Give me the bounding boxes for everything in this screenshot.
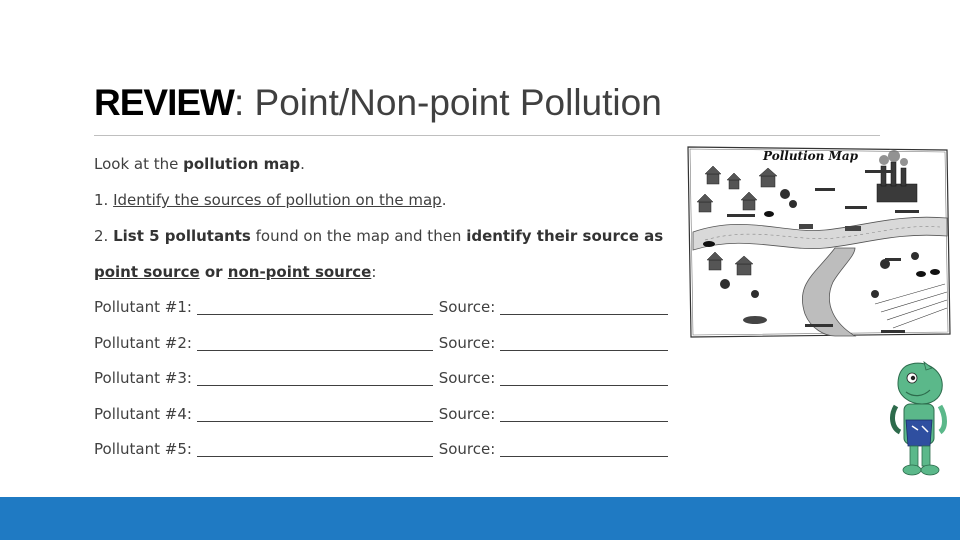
pollutant-label: Pollutant #1: <box>94 298 192 316</box>
pollutant-answer-blank[interactable] <box>197 298 433 315</box>
source-answer-blank[interactable] <box>500 298 668 315</box>
pollutant-row <box>94 397 694 433</box>
pollutant-row <box>94 290 694 326</box>
map-title: Pollution Map <box>763 149 859 163</box>
pollutant-row <box>94 326 694 362</box>
pollutant-row <box>94 432 694 468</box>
title-keyword: REVIEW <box>94 82 234 123</box>
instruction-line-3: 2. List 5 pollutants found on the map and then identify their source as <box>94 227 664 245</box>
title-rest: : Point/Non-point Pollution <box>233 82 662 123</box>
source-label: Source: <box>438 440 496 458</box>
slide-title <box>94 82 662 124</box>
pollutant-row <box>94 361 694 397</box>
pollutant-answer-blank[interactable] <box>197 334 433 351</box>
instruction-line-2: 1. Identify the sources of pollution on the map. <box>94 191 447 209</box>
source-label: Source: <box>438 298 496 316</box>
source-label: Source: <box>438 369 496 387</box>
pollution-map-term: pollution map <box>183 155 301 173</box>
answer-rows <box>94 290 694 468</box>
pollutant-label: Pollutant #3: <box>94 369 192 387</box>
pollution-map-image <box>685 144 953 340</box>
nonpoint-source-term: non-point source <box>227 263 372 281</box>
pollutant-label: Pollutant #4: <box>94 404 192 423</box>
source-label: Source: <box>438 404 496 423</box>
instruction-line-1: Look at the pollution map. <box>94 155 305 173</box>
pollutant-label: Pollutant #2: <box>94 333 192 352</box>
pollutant-answer-blank[interactable] <box>197 405 433 422</box>
footer-bar <box>0 497 960 540</box>
source-answer-blank[interactable] <box>500 440 668 457</box>
pollutant-label: Pollutant #5: <box>94 440 192 458</box>
instructions-block <box>94 146 694 468</box>
source-answer-blank[interactable] <box>500 405 668 422</box>
pollutant-answer-blank[interactable] <box>197 369 433 386</box>
pollutant-answer-blank[interactable] <box>197 440 433 457</box>
title-divider <box>94 135 880 136</box>
fish-mascot-image <box>888 360 950 478</box>
source-answer-blank[interactable] <box>500 369 668 386</box>
source-answer-blank[interactable] <box>500 334 668 351</box>
point-source-term: point source <box>94 263 200 281</box>
source-label: Source: <box>438 333 496 352</box>
instruction-line-4: point source or non-point source: <box>94 263 377 281</box>
